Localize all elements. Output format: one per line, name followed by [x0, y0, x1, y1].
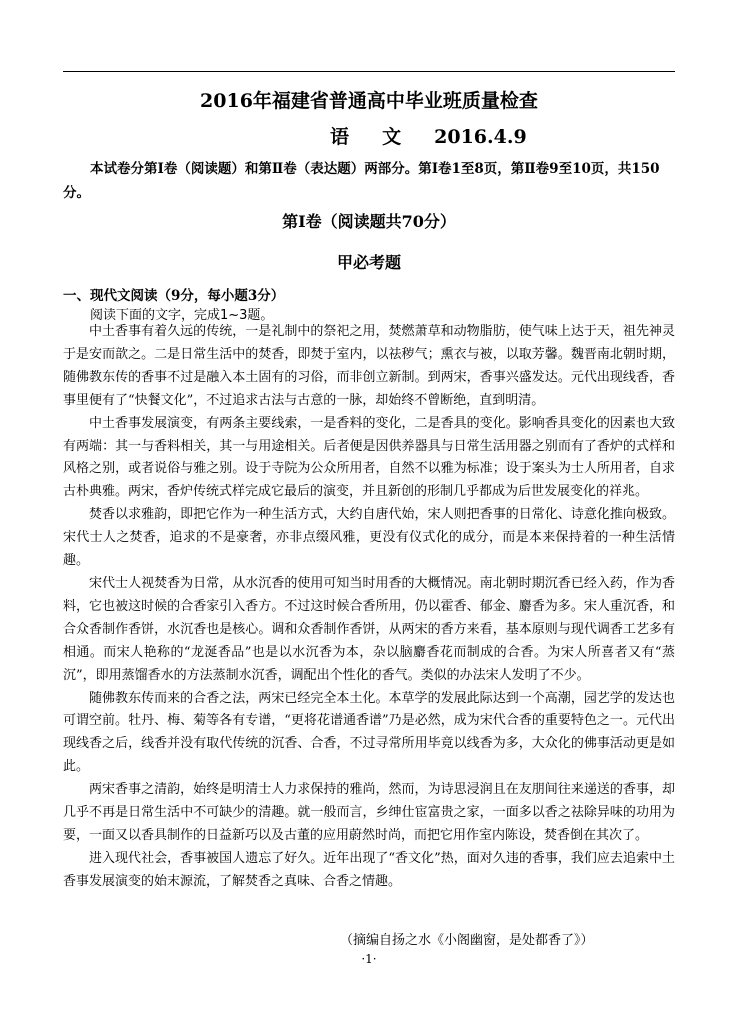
section-heading: 一、现代文阅读（9分，每小题3分） — [63, 288, 285, 304]
passage-source: （摘编自扬之水《小阁幽窗，是处都香了》） — [340, 933, 594, 948]
passage-paragraph: 焚香以求雅韵，即把它作为一种生活方式，大约自唐代始，宋人则把香事的日常化、诗意化推向极致。宋代士人之焚香，追求的不是豪奢，亦非点缀风雅，更没有仪式化的成分，而是本来保持着的一种生活情趣。 — [63, 507, 675, 569]
passage-paragraph: 两宋香事之清韵，始终是明清士人力求保持的雅尚，然而，为诗思浸润且在友朋间往来递送的香事，却几乎不再是日常生活中不可缺少的清趣。就一般而言，乡绅仕宦富贵之家，一面多以香之祛除异味的功用为要，一面又以香具制作的日益新巧以及古董的应用蔚然时尚，而把它用作室内陈设，焚香倒在其次了。 — [63, 782, 675, 843]
exam-title: 2016年福建省普通高中毕业班质量检查 — [200, 90, 538, 112]
subject-and-date: 语 文 2016.4.9 — [330, 126, 527, 148]
header-rule — [63, 71, 675, 72]
reading-instruction: 阅读下面的文字，完成1~3题。 — [90, 308, 274, 323]
reading-passage — [63, 321, 675, 894]
passage-paragraph: 宋代士人视焚香为日常，从水沉香的使用可知当时用香的大概情况。南北朝时期沉香已经入药，作为香料，它也被这时候的合香家引入香方。不过这时候合香所用，仍以霍香、郁金、麝香为多。宋人重沉香，和合众香制作香饼，水沉香也是核心。调和众香制作香饼，从两宋的香方来看，基本原则与现代调香工艺多有相通。而宋人艳称的“龙涎香品”也是以水沉香为本，杂以脑麝香花而制成的合香。为宋人所喜者又有“蒸沉”，即用蒸馏香水的方法蒸制水沉香，调配出个性化的香气。类似的办法宋人发明了不少。 — [63, 575, 675, 683]
passage-paragraph: 随佛教东传而来的合香之法，两宋已经完全本土化。本草学的发展此际达到一个高潮，园艺学的发达也可谓空前。牡丹、梅、菊等各有专谱，“更将花谱通香谱”乃是必然，成为宋代合香的重要特色之一。元代出现线香之后，线香并没有取代传统的沉香、合香，不过寻常所用毕竟以线香为多，大众化的佛事活动更是如此。 — [63, 690, 675, 775]
exam-intro: 本试卷分第Ⅰ卷（阅读题）和第Ⅱ卷（表达题）两部分。第Ⅰ卷1至8页，第Ⅱ卷9至10页，共150分。 — [63, 161, 660, 201]
page-number: ·1· — [361, 952, 377, 966]
required-questions-title: 甲必考题 — [336, 253, 401, 272]
passage-paragraph: 中土香事有着久远的传统，一是礼制中的祭祀之用，焚燃萧草和动物脂肪，使气味上达于天，祖先神灵于是安而歆之。二是日常生活中的焚香，即焚于室内，以祛秽气；熏衣与被，以取芳馨。魏晋南北朝时期，随佛教东传的香事不过是融入本土固有的习俗，而非创立新制。到两宋，香事兴盛发达。元代出现线香，香事里便有了“快餐文化”，不过追求古法与古意的一脉，却始终不曾断绝，直到明清。 — [63, 324, 675, 408]
passage-paragraph: 中土香事发展演变，有两条主要线索，一是香料的变化，二是香具的变化。影响香具变化的因素也大致有两端：其一与香料相关，其一与用途相关。后者便是因供养器具与日常生活用器之别而有了香炉的式样和风格之别，或者说俗与雅之别。设于寺院为公众所用者，自然不以雅为标准；设于案头为士人所用者，自求古朴典雅。两宋，香炉传统式样完成它最后的演变，并且新创的形制几乎都成为后世发展变化的祥兆。 — [63, 415, 675, 500]
passage-paragraph: 进入现代社会，香事被国人遗忘了好久。近年出现了“香文化”热，面对久违的香事，我们应去追索中土香事发展演变的始末源流，了解焚香之真味、合香之情趣。 — [63, 850, 675, 889]
part-one-title: 第Ⅰ卷（阅读题共70分） — [282, 212, 456, 231]
